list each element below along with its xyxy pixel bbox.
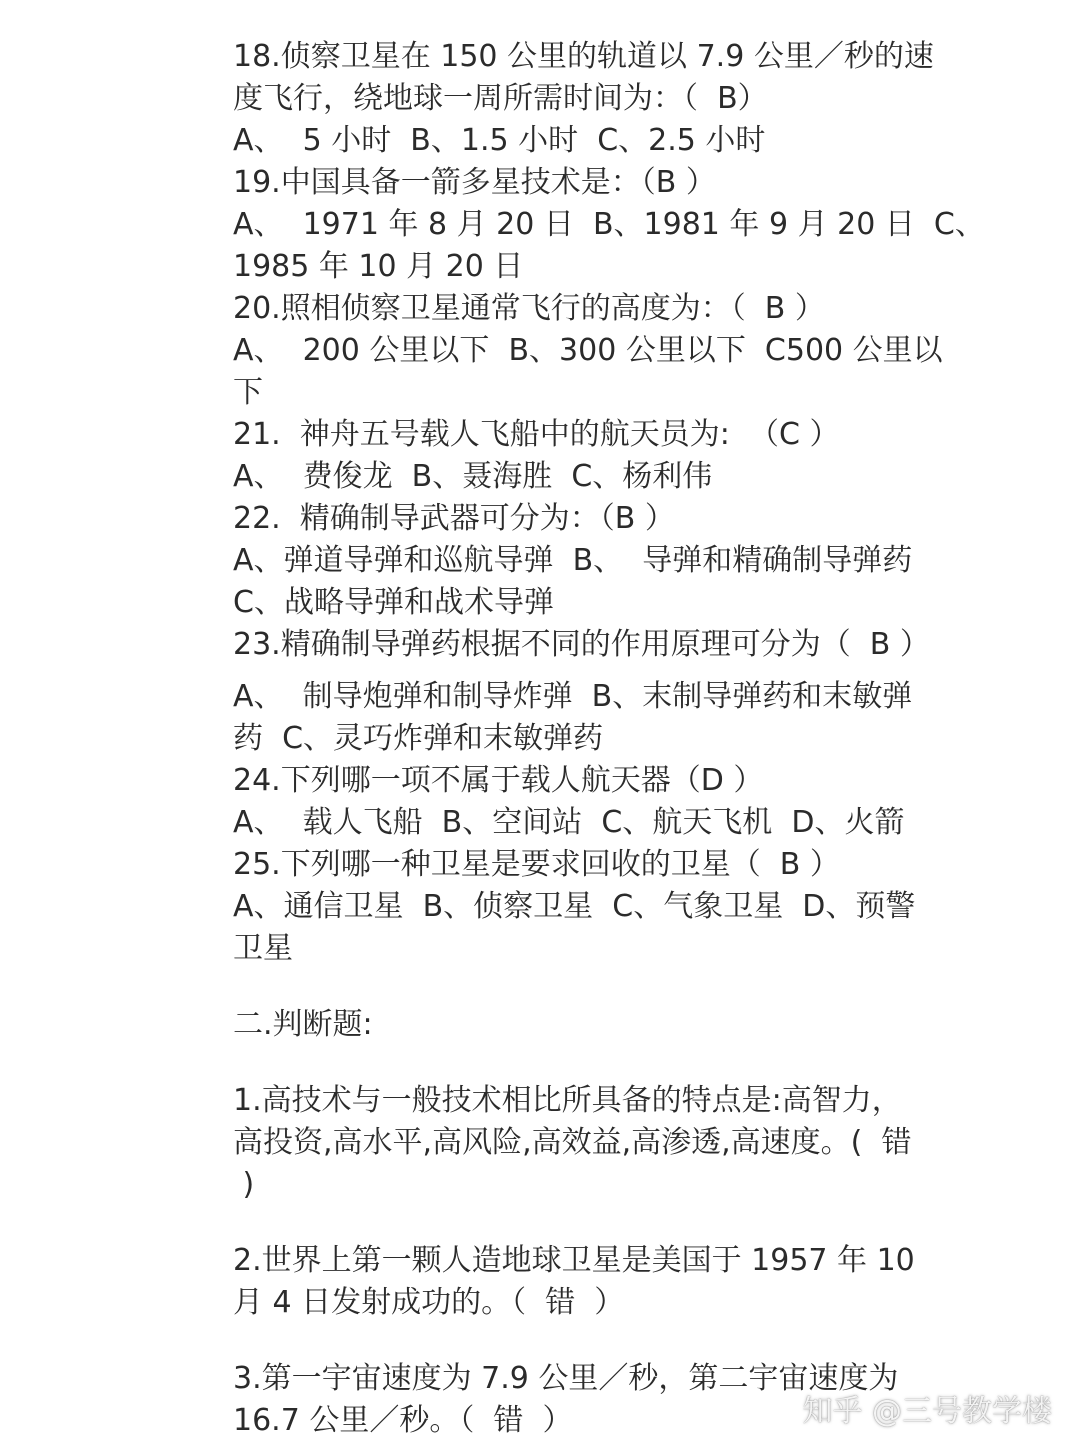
question-22-options-line-2: C、战略导弹和战术导弹 <box>233 585 554 620</box>
question-18-line-1: 18.侦察卫星在 150 公里的轨道以 7.9 公里／秒的速 <box>233 39 934 74</box>
judgement-2-line-1: 2.世界上第一颗人造地球卫星是美国于 1957 年 10 <box>233 1243 915 1278</box>
question-18-options: A、 5 小时 B、1.5 小时 C、2.5 小时 <box>233 123 766 158</box>
judgement-1-line-1: 1.高技术与一般技术相比所具备的特点是:高智力， <box>233 1083 902 1118</box>
question-19-options-line-2: 1985 年 10 月 20 日 <box>233 249 524 284</box>
question-20-options-line-1: A、 200 公里以下 B、300 公里以下 C500 公里以 <box>233 333 943 368</box>
question-25-options-line-1: A、通信卫星 B、侦察卫星 C、气象卫星 D、预警 <box>233 889 916 924</box>
question-24-options: A、 载人飞船 B、空间站 C、航天飞机 D、火箭 <box>233 805 905 840</box>
watermark: 知乎 @三号教学楼 <box>802 1394 1052 1429</box>
question-21-options: A、 费俊龙 B、聂海胜 C、杨利伟 <box>233 459 713 494</box>
question-19-options-line-1: A、 1971 年 8 月 20 日 B、1981 年 9 月 20 日 C、 <box>233 207 985 242</box>
question-23-options-line-1: A、 制导炮弹和制导炸弹 B、末制导弹药和末敏弹 <box>233 679 913 714</box>
question-21: 21. 神舟五号载人飞船中的航天员为: （C ） <box>233 417 840 452</box>
section-heading: 二.判断题: <box>233 1007 373 1042</box>
question-22: 22. 精确制导武器可分为：（B ） <box>233 501 675 536</box>
document-page <box>233 36 1008 1440</box>
question-20: 20.照相侦察卫星通常飞行的高度为：（ B ） <box>233 291 825 326</box>
question-18-line-2: 度飞行，绕地球一周所需时间为：（ B） <box>233 81 768 116</box>
question-22-options-line-1: A、弹道导弹和巡航导弹 B、 导弹和精确制导弹药 <box>233 543 913 578</box>
question-23: 23.精确制导弹药根据不同的作用原理可分为（ B ） <box>233 627 930 662</box>
question-24: 24.下列哪一项不属于载人航天器（D ） <box>233 763 764 798</box>
judgement-2-line-2: 月 4 日发射成功的。（ 错 ） <box>233 1285 625 1320</box>
question-23-options-line-2: 药 C、灵巧炸弹和末敏弹药 <box>233 721 604 756</box>
question-19: 19.中国具备一箭多星技术是：（B ） <box>233 165 716 200</box>
judgement-3-line-1: 3.第一宇宙速度为 7.9 公里／秒，第二宇宙速度为 <box>233 1361 899 1396</box>
judgement-1-line-3: ) <box>233 1167 255 1202</box>
question-20-options-line-2: 下 <box>233 375 263 410</box>
question-25-options-line-2: 卫星 <box>233 931 293 966</box>
judgement-3-line-2: 16.7 公里／秒。（ 错 ） <box>233 1403 573 1438</box>
judgement-1-line-2: 高投资,高水平,高风险,高效益,高渗透,高速度。( 错 <box>233 1125 912 1160</box>
question-25: 25.下列哪一种卫星是要求回收的卫星（ B ） <box>233 847 840 882</box>
